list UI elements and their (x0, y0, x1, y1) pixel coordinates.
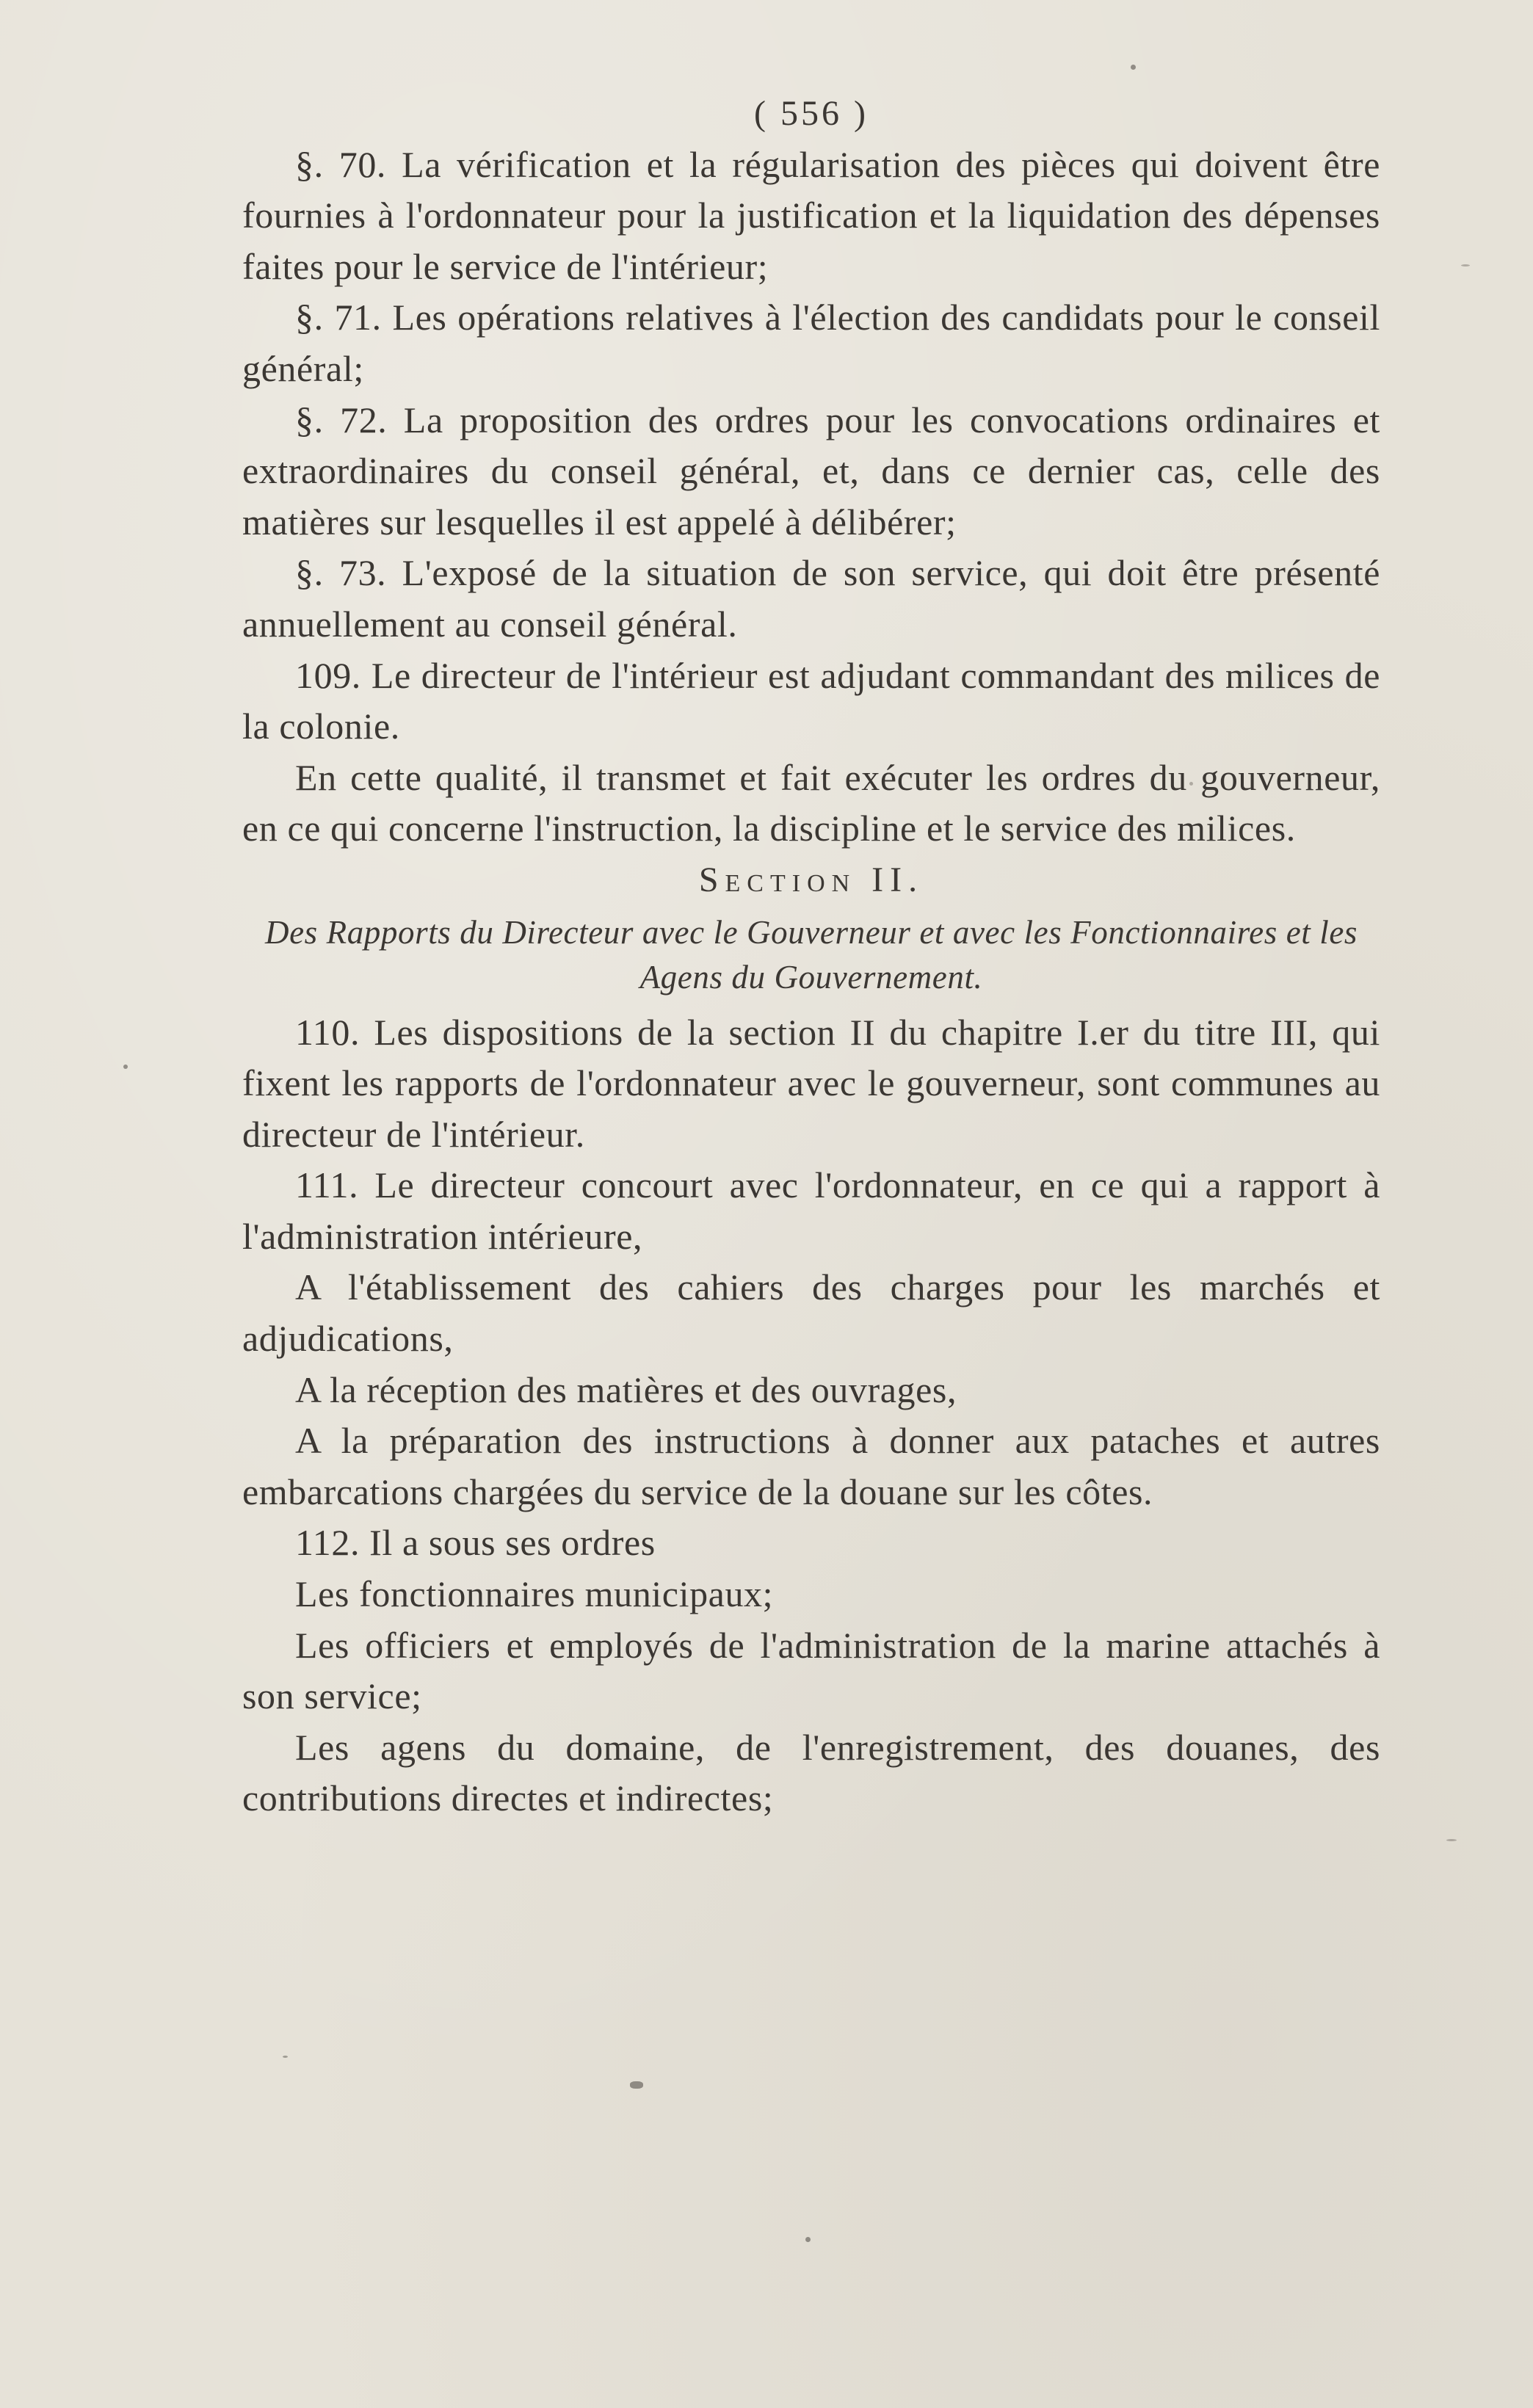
paragraph: §. 73. L'exposé de la situation de son service, qui doit être présenté annuellement au conseil général. (242, 552, 1380, 645)
page-number: ( 556 ) (754, 94, 869, 133)
page-text (242, 88, 1380, 1824)
paper-speck (123, 1065, 128, 1069)
paragraph: §. 71. Les opérations relatives à l'élection des candidats pour le conseil général; (242, 297, 1380, 389)
paragraph: Les officiers et employés de l'administration de la marine attachés à son service; (242, 1624, 1380, 1717)
section-subtitle: Des Rapports du Directeur avec le Gouverneur et avec les Fonctionnaires et les Agens du Gouvernement. (264, 913, 1358, 996)
paragraph: A la préparation des instructions à donner aux pataches et autres embarcations chargées du service de la douane sur les côtes. (242, 1420, 1380, 1512)
paragraph: A l'établissement des cahiers des charges pour les marchés et adjudications, (242, 1266, 1380, 1360)
paper-speck (283, 2056, 288, 2058)
paragraph: En cette qualité, il transmet et fait exécuter les ordres du gouverneur, en ce qui concerne l'instruction, la discipline et le service des milices. (242, 756, 1380, 849)
paper-speck (1131, 65, 1136, 70)
paragraph: 112. Il a sous ses ordres (295, 1522, 656, 1564)
paragraph: Les fonctionnaires municipaux; (295, 1573, 774, 1615)
paragraph: 110. Les dispositions de la section II du chapitre I.er du titre III, qui fixent les rapports de l'ordonnateur avec le gouverneur, sont communes au directeur de l'intérieur. (242, 1011, 1380, 1155)
paragraph: 111. Le directeur concourt avec l'ordonnateur, en ce qui a rapport à l'administration intérieure, (242, 1164, 1380, 1257)
section-heading: Section II. (698, 860, 924, 899)
paragraph: §. 72. La proposition des ordres pour les convocations ordinaires et extraordinaires du conseil général, et, dans ce dernier cas, celle des matières sur lesquelles il est appelé à délibérer; (242, 399, 1380, 543)
paper-speck (630, 2081, 643, 2089)
paragraph: A la réception des matières et des ouvrages, (295, 1368, 957, 1410)
paper-speck (1446, 1839, 1457, 1841)
paragraph: Les agens du domaine, de l'enregistrement, des douanes, des contributions directes et indirectes; (242, 1726, 1380, 1819)
paper-speck (805, 2237, 811, 2242)
paragraph: 109. Le directeur de l'intérieur est adjudant commandant des milices de la colonie. (242, 654, 1380, 747)
paper-speck (1461, 264, 1470, 266)
paragraph: §. 70. La vérification et la régularisation des pièces qui doivent être fournies à l'ordonnateur pour la justification et la liquidation des dépenses faites pour le service de l'intérieur; (242, 143, 1380, 287)
